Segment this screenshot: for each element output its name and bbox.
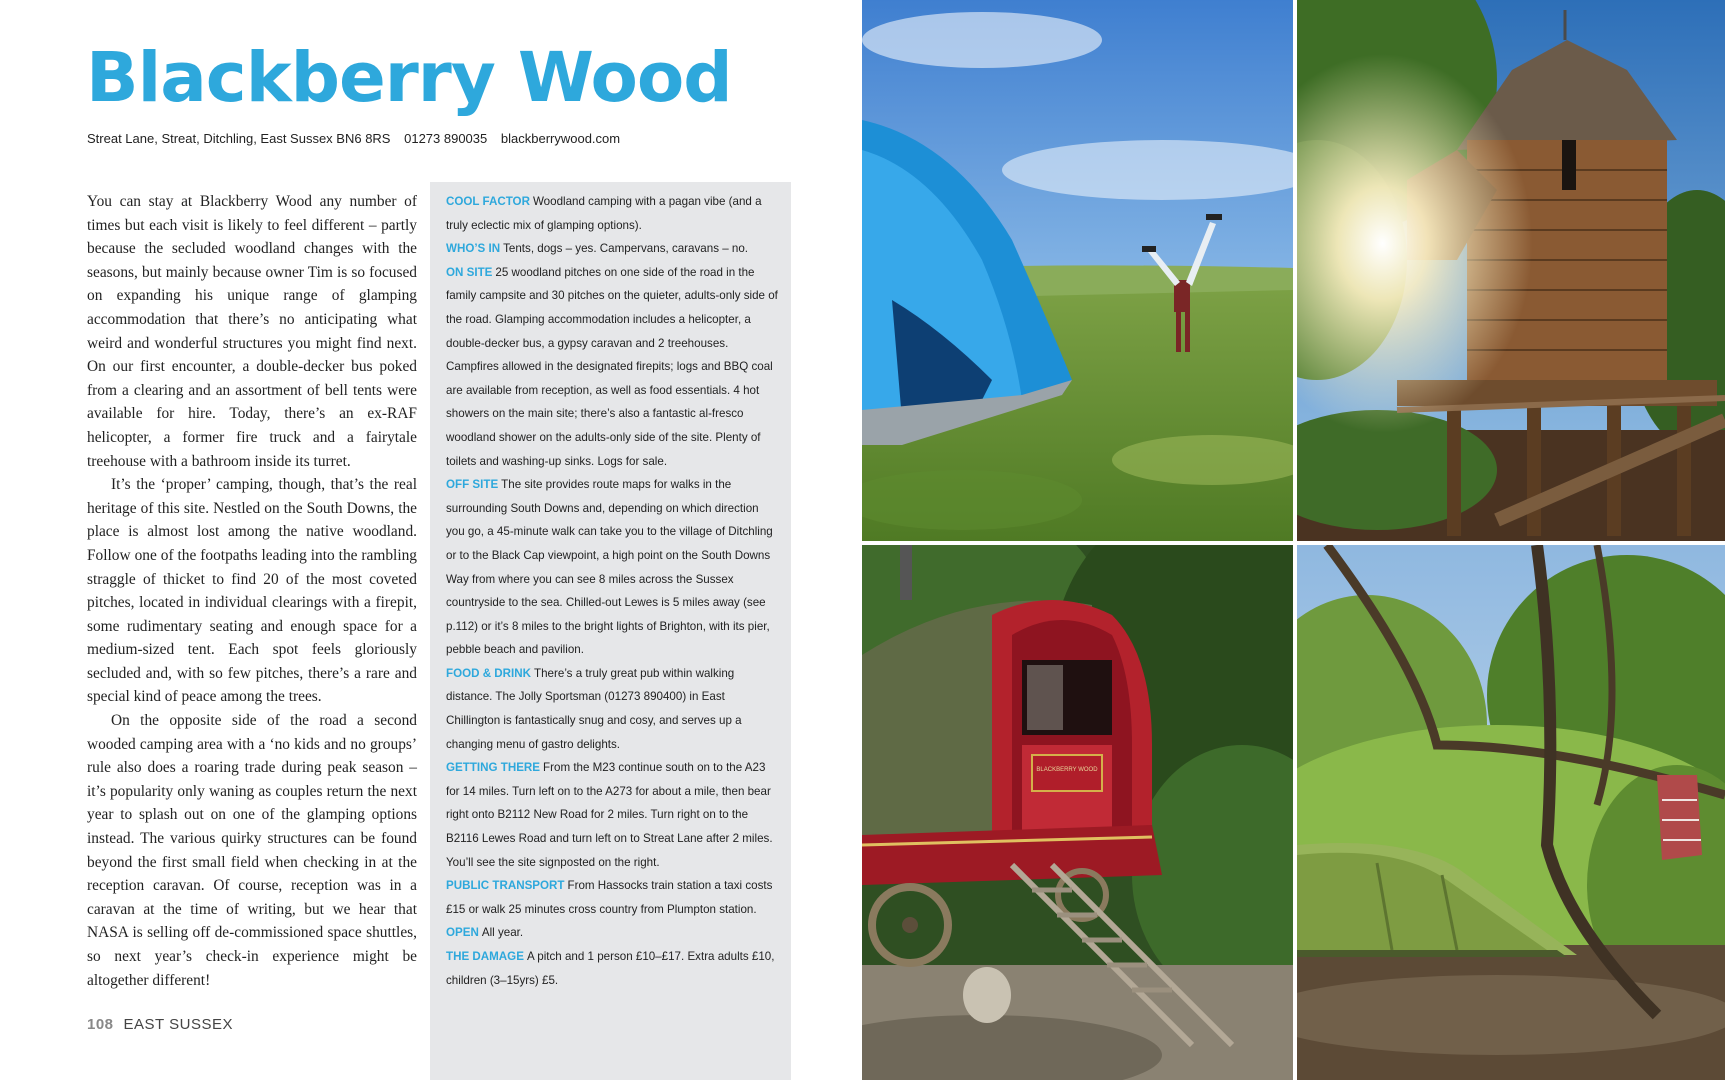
sidebar-section	[446, 662, 778, 756]
page-footer	[87, 1016, 233, 1033]
sidebar-section	[446, 190, 778, 237]
section-label: OFF SITE	[446, 478, 499, 492]
section-text: A pitch and 1 person £10–£17. Extra adults £10, children (3–15yrs) £5.	[446, 950, 775, 987]
page-title: Blackberry Wood	[86, 38, 732, 118]
photo-tent-handstand	[862, 0, 1293, 541]
section-text: 25 woodland pitches on one side of the road in the family campsite and 30 pitches on the quieter, adults-only side of the road. Glamping accommodation includes a helicopter, a double-decker bus, a gypsy caravan and 2 treehouses. Campfires allowed in the designated firepits; logs and BBQ coal are available from reception, as well as food essentials. 4 hot showers on the main site; there’s also a fantastic al-fresco woodland shower on the adults-only side of the site. Plenty of toilets and washing-up sinks. Logs for sale.	[446, 265, 778, 468]
sidebar-section	[446, 261, 778, 473]
section-label: OPEN	[446, 926, 479, 940]
photo-grid	[862, 0, 1725, 1080]
section-label: FOOD & DRINK	[446, 666, 532, 680]
page-number: 108	[87, 1016, 114, 1033]
left-page	[0, 0, 862, 1080]
section-text: From Hassocks train station a taxi costs £15 or walk 25 minutes cross country from Plumpton station.	[446, 879, 773, 916]
body-paragraph: You can stay at Blackberry Wood any number of times but each visit is likely to feel different – partly because the secluded woodland changes with the seasons, but mainly because owner Tim is so focused on expanding his unique range of glamping accommodation that there’s no anticipating what weird and wonderful structures you might find next. On our first encounter, a double-decker bus poked from a clearing and an assortment of bell tents were available for hire. Today, there’s an ex-RAF helicopter, a former fire truck and a fairytale treehouse with a bathroom inside its turret.	[87, 193, 417, 470]
phone-number: 01273 890035	[404, 131, 488, 146]
address: Streat Lane, Streat, Ditchling, East Sussex BN6 8RS	[87, 131, 391, 146]
photo-treehouse	[1297, 0, 1725, 541]
photo-gypsy-caravan	[862, 545, 1293, 1080]
section-label: COOL FACTOR	[446, 195, 530, 208]
sidebar-section	[446, 945, 778, 992]
sidebar-section	[446, 237, 778, 261]
article-body	[87, 190, 417, 992]
section-text: There’s a truly great pub within walking distance. The Jolly Sportsman (01273 890400) in East Chillington is fantastically snug and cosy, and serves up a changing menu of gastro delights.	[446, 666, 742, 751]
section-text: All year.	[481, 926, 524, 940]
section-label: GETTING THERE	[446, 761, 541, 775]
sidebar-section	[446, 921, 778, 945]
section-name: EAST SUSSEX	[123, 1016, 233, 1033]
section-label: PUBLIC TRANSPORT	[446, 879, 565, 893]
photo-green-tent	[1297, 545, 1725, 1080]
section-text: From the M23 continue south on to the A23 for 14 miles. Turn left on to the A273 for about a mile, then bear right onto B2112 New Road for 2 miles. Turn right on to the B2116 Lewes Road and turn left on to Streat Lane after 2 miles. You’ll see the site signposted on the right.	[446, 761, 773, 869]
sidebar-section	[446, 756, 778, 874]
sidebar-section	[446, 473, 778, 662]
section-label: ON SITE	[446, 265, 493, 279]
website-link[interactable]: blackberrywood.com	[500, 131, 621, 146]
body-paragraph: It’s the ‘proper’ camping, though, that’s the real heritage of this site. Nestled on the South Downs, the place is almost lost among the native woodland. Follow one of the footpaths leading into the rambling straggle of thicket to find 20 of the most coveted pitches, located in individual clearings with a firepit, some rudimentary seating and enough space for a medium-sized tent. Each spot feels gloriously secluded and, with so few pitches, there’s a rare and special kind of peace among the trees.	[87, 476, 417, 706]
section-text: The site provides route maps for walks in the surrounding South Downs and, depending on which direction you go, a 45-minute walk can take you to the village of Ditchling or to the Black Cap viewpoint, a high point on the South Downs Way from where you can see 8 miles across the Sussex countryside to the sea. Chilled-out Lewes is 5 miles away (see p.112) or it’s 8 miles to the bright lights of Brighton, with its pier, pebble beach and pavilion.	[446, 478, 773, 657]
caravan-sign: BLACKBERRY WOOD	[1036, 767, 1098, 773]
section-text: Tents, dogs – yes. Campervans, caravans – no.	[503, 242, 748, 256]
info-sidebar	[430, 182, 791, 1080]
sidebar-content	[446, 190, 778, 992]
section-label: THE DAMAGE	[446, 950, 524, 963]
section-text: Woodland camping with a pagan vibe (and a truly eclectic mix of glamping options).	[446, 195, 762, 232]
contact-line	[87, 131, 630, 146]
section-label: WHO’S IN	[446, 242, 501, 256]
body-paragraph: On the opposite side of the road a second wooded camping area with a ‘no kids and no groups’ rule also does a roaring trade during peak season – it’s popularity only waning as couples return the next year to splash out on one of the glamping options instead. The various quirky structures can be found beyond the first small field when checking in at the reception caravan. Of course, reception was in a caravan at the time of writing, but we hear that NASA is selling off de-commissioned space shuttles, so next year’s check-in experience might be altogether different!	[87, 712, 417, 989]
sidebar-section	[446, 874, 778, 921]
